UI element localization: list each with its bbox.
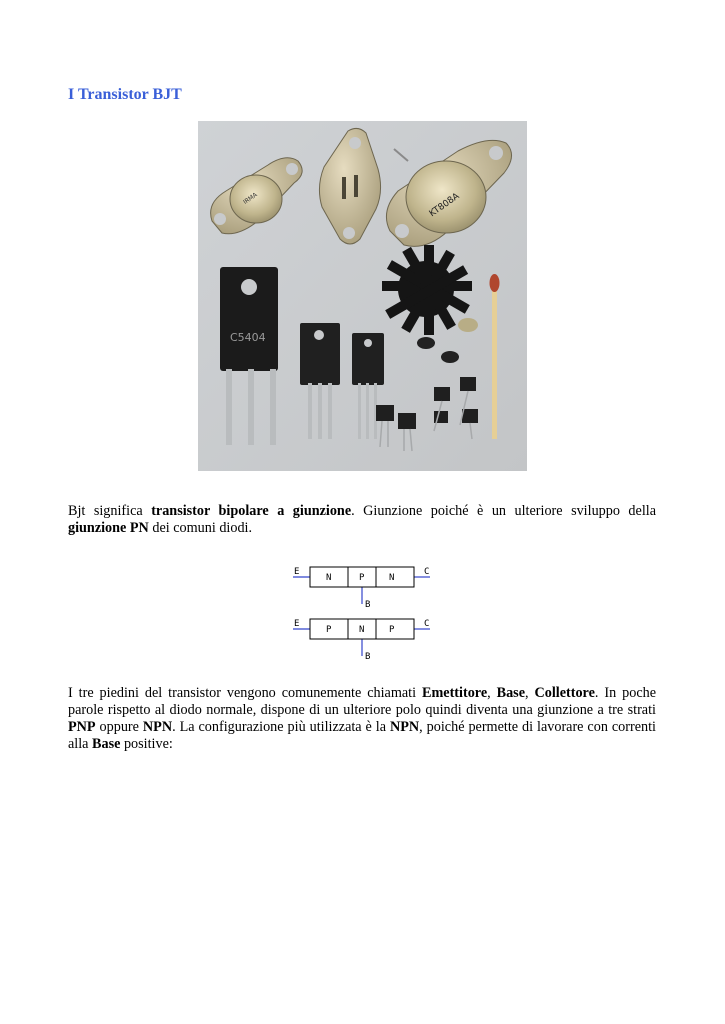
bold-term: PNP — [68, 719, 96, 735]
text-span: . La configurazione più utilizzata è la — [172, 719, 390, 735]
text-span: . In poche parole rispetto al diodo normale, dispone di un ulteriore polo quindi diventa una giunzione a tre strati — [68, 685, 657, 718]
text-span: I tre piedini del transistor vengono comunemente chiamati — [68, 685, 422, 701]
pnp-collector-label: C — [424, 619, 430, 629]
bold-term: NPN — [390, 719, 420, 735]
text-span: dei comuni diodi. — [148, 520, 253, 536]
pnp-emitter-label: E — [294, 619, 300, 629]
marking-c5404: C5404 — [230, 331, 266, 344]
paragraph-terminals — [68, 685, 656, 753]
text-span: oppure — [95, 719, 143, 735]
text-span: Bjt significa — [68, 503, 152, 519]
marking-kt808a: KT808A — [427, 191, 462, 220]
text-span: , — [487, 685, 497, 701]
pnp-layer-1: P — [326, 625, 332, 635]
pnp-layer-3: P — [389, 625, 395, 635]
text-span: positive: — [120, 736, 173, 752]
bold-term: Collettore — [534, 685, 595, 701]
npn-collector-label: C — [424, 567, 430, 577]
page-title: I Transistor BJT — [68, 86, 182, 103]
transistors-photo — [198, 121, 527, 471]
npn-layer-2: P — [359, 573, 365, 583]
paragraph-intro — [68, 503, 656, 537]
text-span: , poiché permette di lavorare con correnti alla — [68, 719, 656, 752]
pnp-diagram — [293, 619, 430, 662]
bold-term: transistor bipolare a giunzione — [151, 503, 352, 519]
text-span: . Giunzione poiché è un ulteriore sviluppo della — [351, 503, 656, 519]
text-span: , — [525, 685, 535, 701]
bold-term: Base — [92, 736, 121, 752]
bold-term: giunzione PN — [68, 520, 149, 536]
bold-term: Base — [496, 685, 525, 701]
svg-text:IRMA: IRMA — [242, 191, 259, 206]
npn-diagram — [293, 567, 430, 610]
pnp-base-label: B — [365, 652, 371, 662]
junction-diagram — [288, 560, 438, 665]
npn-base-label: B — [365, 600, 371, 610]
pnp-layer-2: N — [359, 625, 365, 635]
bold-term: Emettitore — [422, 685, 488, 701]
npn-emitter-label: E — [294, 567, 300, 577]
npn-layer-1: N — [326, 573, 332, 583]
bold-term: NPN — [142, 719, 173, 735]
npn-layer-3: N — [389, 573, 395, 583]
